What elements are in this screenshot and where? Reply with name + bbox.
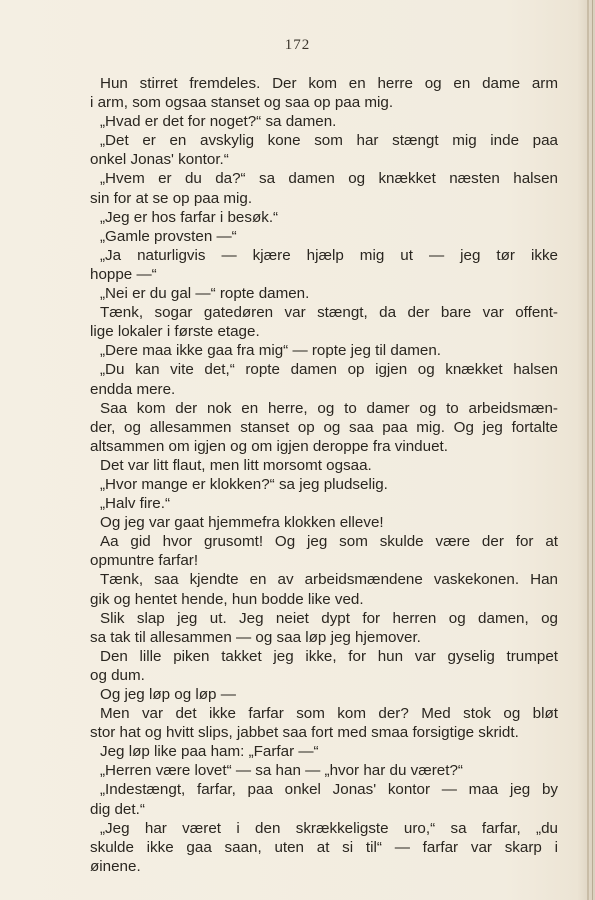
text-line: „Indestængt, farfar, paa onkel Jonas' kontor — maa jeg by — [100, 781, 558, 799]
text-line: gik og hentet hende, hun bodde like ved. — [90, 590, 364, 608]
text-line: lige lokaler i første etage. — [90, 323, 260, 341]
text-line: Det var litt flaut, men litt morsomt ogsaa. — [100, 456, 372, 474]
text-line: altsammen om igjen og om igjen deroppe fra vinduet. — [90, 437, 448, 455]
text-line: og dum. — [90, 666, 145, 684]
text-line: sin for at se op paa mig. — [90, 189, 253, 207]
text-line: endda mere. — [90, 380, 176, 398]
text-line: Slik slap jeg ut. Jeg neiet dypt for herren og damen, og — [100, 609, 558, 627]
text-line: opmuntre farfar! — [90, 552, 199, 570]
page-edge-shadow — [587, 0, 589, 900]
text-line: „Dere maa ikke gaa fra mig“ — ropte jeg til damen. — [100, 342, 442, 360]
text-line: skulde ikke gaa saan, uten at si til“ — farfar var skarp i — [90, 838, 558, 856]
text-line: stor hat og hvitt slips, jabbet saa fort med smaa forsigtige skridt. — [90, 724, 519, 742]
text-line: Aa gid hvor grusomt! Og jeg som skulde være der for at — [100, 533, 558, 551]
text-line: „Hvem er du da?“ sa damen og knækket næsten halsen — [100, 170, 558, 188]
text-line: Hun stirret fremdeles. Der kom en herre og en dame arm — [100, 75, 558, 92]
text-line: „Herren være lovet“ — sa han — „hvor har du været?“ — [100, 762, 463, 780]
text-line: hoppe —“ — [90, 265, 157, 283]
text-line: Tænk, saa kjendte en av arbeidsmændene vaskekonen. Han — [100, 571, 558, 589]
page-number: 172 — [284, 37, 311, 53]
text-line: i arm, som ogsaa stanset og saa op paa mig. — [90, 94, 394, 112]
text-line: „Ja naturligvis — kjære hjælp mig ut — jeg tør ikke — [100, 246, 558, 264]
text-line: Men var det ikke farfar som kom der? Med stok og bløt — [100, 705, 558, 723]
text-line: „Gamle provsten —“ — [100, 227, 237, 245]
text-line: øinene. — [90, 857, 141, 875]
text-line: „Hvor mange er klokken?“ sa jeg pludselig. — [100, 475, 388, 493]
text-line: „Jeg er hos farfar i besøk.“ — [100, 208, 279, 226]
text-line: „Jeg har været i den skrækkeligste uro,“ sa farfar, „du — [100, 819, 558, 837]
text-line: „Du kan vite det,“ ropte damen op igjen og knækket halsen — [100, 361, 558, 379]
text-line: „Det er en avskylig kone som har stængt mig inde paa — [100, 132, 558, 150]
text-line: der, og allesammen stanset op og saa paa mig. Og jeg fortalte — [90, 418, 558, 436]
text-line: onkel Jonas' kontor.“ — [90, 151, 229, 169]
page-edge-line — [592, 0, 593, 900]
text-line: Jeg løp like paa ham: „Farfar —“ — [100, 743, 319, 761]
body-text — [90, 74, 558, 876]
text-line: „Halv fire.“ — [100, 495, 171, 513]
text-line: „Hvad er det for noget?“ sa damen. — [100, 113, 337, 131]
text-line: „Nei er du gal —“ ropte damen. — [100, 285, 310, 303]
text-line: Den lille piken takket jeg ikke, for hun var gyselig trumpet — [100, 647, 558, 665]
text-line: Og jeg løp og løp — — [100, 686, 236, 703]
text-line: Saa kom der nok en herre, og to damer og to arbeidsmæn- — [100, 399, 558, 417]
text-line: sa tak til allesammen — og saa løp jeg hjemover. — [90, 628, 421, 646]
text-line: Og jeg var gaat hjemmefra klokken elleve! — [100, 514, 384, 532]
text-line: dig det.“ — [90, 800, 145, 818]
text-line: Tænk, sogar gatedøren var stængt, da der bare var offent- — [100, 304, 558, 322]
